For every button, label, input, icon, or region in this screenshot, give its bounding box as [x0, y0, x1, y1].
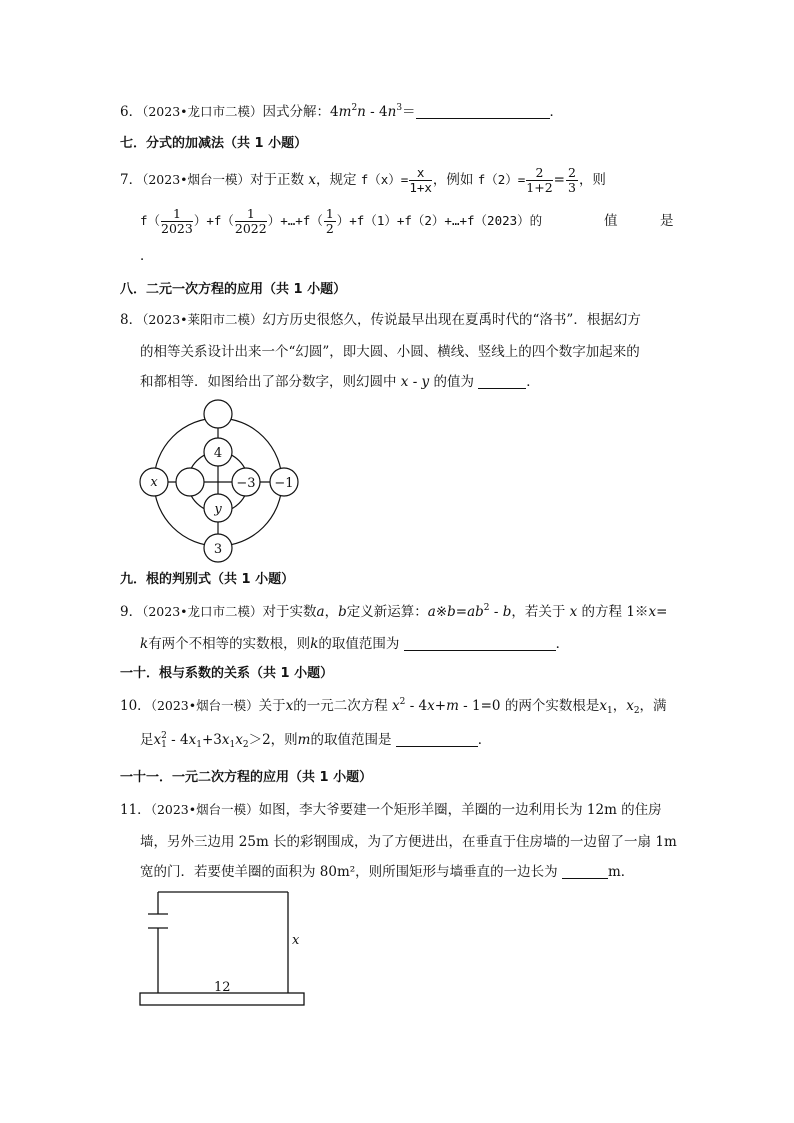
- section-heading-7: 七．分式的加减法（共 1 小题）: [120, 136, 308, 151]
- label-bottom-inner: y: [214, 502, 222, 517]
- question-source: （2023•龙口市二模）: [142, 104, 263, 119]
- question-text: 因式分解：$4m^2n - 4n^3=$: [262, 103, 416, 120]
- question-6: 6．（2023•龙口市二模）因式分解：$4m^2n - 4n^3=$ ．: [120, 103, 564, 120]
- question-7-line-2: f（ $\frac{1}{2023}$ ）+f（ $\frac{1}{2022}$ ）+…+f（ $\frac{1}{2}$ ）+f（1）+f（2）+…+f（2023）的: [140, 206, 543, 236]
- fraction: $\frac{1}{2023}$: [161, 206, 193, 236]
- label-top-inner: 4: [213, 446, 223, 461]
- question-9-line-1: 9．（2023•龙口市二模）对于实数a，b定义新运算：$a※b=ab^2 - b$，若关于 x 的方程 1※x=: [120, 603, 668, 620]
- question-number: 6．: [120, 104, 143, 120]
- question-9-line-2: k有两个不相等的实数根，则k的取值范围为 ．: [140, 636, 570, 652]
- question-source: （2023•烟台一模）: [150, 802, 259, 817]
- question-source: （2023•烟台一模）: [150, 698, 259, 713]
- label-right-inner: −3: [236, 476, 256, 491]
- node-top-outer: [204, 400, 232, 428]
- fraction: $\frac{1}{2022}$: [234, 206, 267, 236]
- answer-blank[interactable]: [404, 636, 556, 651]
- question-11-line-1: 11．（2023•烟台一模）如图，李大爷要建一个矩形羊圈，羊圈的一边利用长为 12m 的住房: [120, 802, 662, 818]
- word-shi: 是: [660, 213, 674, 229]
- label-left-outer: x: [150, 475, 158, 490]
- section-heading-10: 一十．根与系数的关系（共 1 小题）: [120, 666, 334, 681]
- section-heading-11: 一十一．一元二次方程的应用（共 1 小题）: [120, 770, 373, 785]
- answer-blank[interactable]: [416, 104, 550, 119]
- question-7-line-1: 7．（2023•烟台一模）对于正数 x，规定 f（x）= $\frac{x}{1+x}$ ，例如 f（2）= $\frac{2}{1+2}$ = $\frac{2}{3}$ ，则: [120, 165, 606, 195]
- question-11-line-2: 墙，另外三边用 25m 长的彩钢围成，为了方便进出，在垂直于住房墙的一边留了一扇 1m: [140, 834, 677, 850]
- question-8-line-1: 8．（2023•莱阳市二模）幻方历史很悠久，传说最早出现在夏禹时代的“洛书”．根据幻方: [120, 312, 641, 328]
- magic-circle-figure: [130, 398, 330, 573]
- question-7-end: ．: [140, 248, 154, 264]
- question-11-line-3: 宽的门．若要使羊圈的面积为 80m²，则所围矩形与墙垂直的一边长为 m．: [140, 864, 635, 880]
- sheep-pen-figure: [130, 884, 330, 1014]
- question-8-line-3: 和都相等．如图给出了部分数字，则幻圆中 x - y 的值为 ．: [140, 374, 540, 390]
- word-zhi: 值: [604, 213, 618, 229]
- answer-blank[interactable]: [562, 864, 608, 879]
- question-source: （2023•龙口市二模）: [142, 604, 263, 619]
- fraction: $\frac{1}{2}$: [325, 206, 334, 236]
- section-heading-9: 九．根的判别式（共 1 小题）: [120, 572, 295, 587]
- question-10-line-1: 10．（2023•烟台一模）关于x的一元二次方程 $x^2 - 4x+m - 1=0$ 的两个实数根是$x_1$，$x_2$，满: [120, 697, 667, 716]
- node-left-inner: [176, 468, 204, 496]
- fraction: $\frac{2}{1+2}$: [526, 165, 553, 195]
- label-wall-length: 12: [214, 980, 231, 995]
- label-right-outer: −1: [274, 476, 294, 491]
- fraction: $\frac{2}{3}$: [567, 165, 576, 195]
- question-source: （2023•烟台一模）: [142, 172, 251, 187]
- question-8-line-2: 的相等关系设计出来一个“幻圆”，即大圆、小圆、横线、竖线上的四个数字加起来的: [140, 344, 640, 360]
- fraction: $\frac{x}{1+x}$: [409, 165, 432, 195]
- answer-blank[interactable]: [396, 732, 478, 747]
- question-10-line-2: 足x 2 1 - $4x_1+3x_1x_2>2$，则m的取值范围是 ．: [140, 730, 492, 750]
- label-bottom-outer: 3: [213, 542, 223, 557]
- label-x: x: [292, 933, 300, 948]
- answer-blank[interactable]: [478, 374, 526, 389]
- question-source: （2023•莱阳市二模）: [142, 312, 263, 327]
- section-heading-8: 八．二元一次方程的应用（共 1 小题）: [120, 282, 347, 297]
